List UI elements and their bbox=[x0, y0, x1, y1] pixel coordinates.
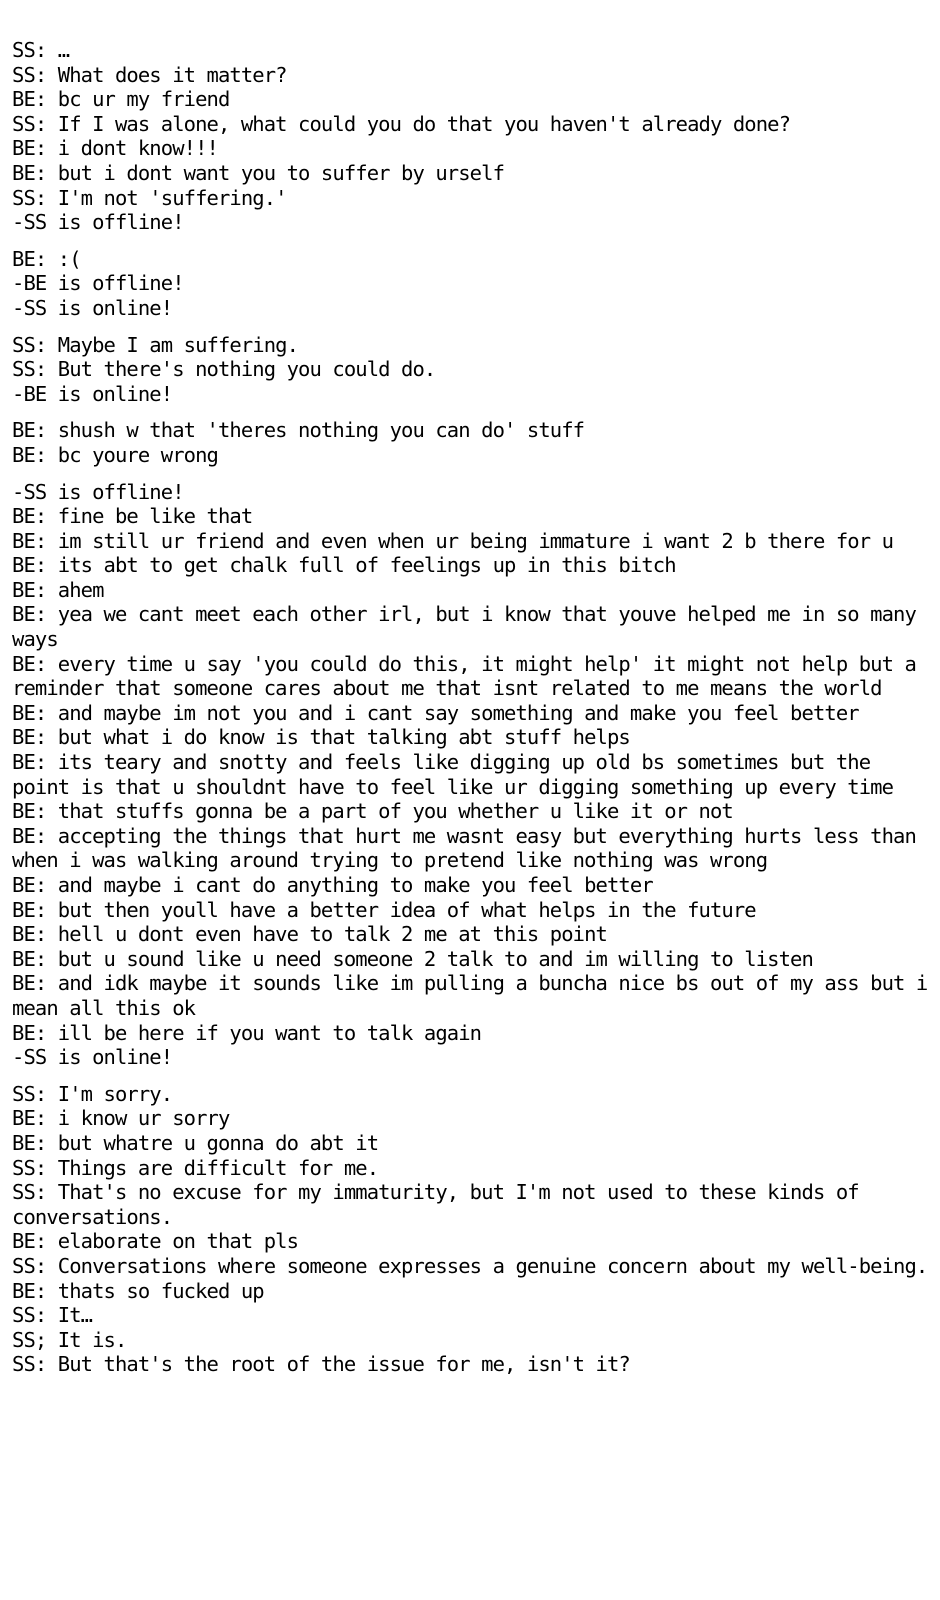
chat-line: BE: bc ur my friend bbox=[12, 87, 230, 112]
chat-line: BE: ill be here if you want to talk again bbox=[12, 1020, 482, 1045]
chat-line: SS: It… bbox=[12, 1303, 93, 1328]
chat-line: BE: elaborate on that pls bbox=[12, 1229, 299, 1254]
chat-line: SS: I'm not 'suffering.' bbox=[12, 185, 287, 210]
chat-line: -SS is online! bbox=[12, 295, 173, 320]
chat-line: SS: What does it matter? bbox=[12, 62, 287, 87]
chat-log bbox=[12, 38, 939, 1377]
chat-line: BE: :( bbox=[12, 246, 81, 271]
chat-line: BE: but whatre u gonna do abt it bbox=[12, 1130, 379, 1155]
chat-line: BE: that stuffs gonna be a part of you whether u like it or not bbox=[12, 799, 733, 824]
chat-line: BE: yea we cant meet each other irl, but i know that youve helped me in so many ways bbox=[12, 602, 928, 652]
chat-line: BE: its teary and snotty and feels like digging up old bs sometimes but the point is that u shouldnt have to feel like ur digging something up every time bbox=[12, 750, 894, 799]
chat-line: BE: but i dont want you to suffer by urself bbox=[12, 160, 505, 185]
chat-line: BE: but u sound like u need someone 2 talk to and im willing to listen bbox=[12, 946, 813, 971]
blank-line bbox=[12, 468, 932, 480]
blank-line bbox=[12, 406, 932, 418]
chat-line: BE: but what i do know is that talking abt stuff helps bbox=[12, 725, 630, 750]
chat-line: BE: im still ur friend and even when ur being immature i want 2 b there for u bbox=[12, 528, 894, 553]
chat-line: SS; It is. bbox=[12, 1327, 127, 1352]
chat-line: SS: … bbox=[12, 38, 70, 62]
chat-line: SS: Conversations where someone expresses a genuine concern about my well-being. bbox=[12, 1253, 928, 1278]
chat-line: SS: But that's the root of the issue for me, isn't it? bbox=[12, 1352, 630, 1377]
chat-line: BE: i dont know!!! bbox=[12, 136, 218, 161]
chat-line: -BE is offline! bbox=[12, 271, 184, 296]
chat-line: BE: every time u say 'you could do this, it might help' it might not help but a reminder that someone cares about me that isnt related to me means the world bbox=[12, 651, 928, 701]
chat-line: BE: and maybe im not you and i cant say something and make you feel better bbox=[12, 700, 859, 725]
blank-line bbox=[12, 321, 932, 333]
chat-line: SS: If I was alone, what could you do that you haven't already done? bbox=[12, 111, 791, 136]
chat-line: SS: That's no excuse for my immaturity, but I'm not used to these kinds of conversations. bbox=[12, 1180, 871, 1229]
chat-line: BE: and idk maybe it sounds like im pulling a buncha nice bs out of my ass but i mean all this ok bbox=[12, 971, 939, 1020]
chat-line: BE: hell u dont even have to talk 2 me at this point bbox=[12, 922, 607, 947]
blank-line bbox=[12, 1070, 932, 1082]
chat-line: -SS is online! bbox=[12, 1045, 173, 1070]
chat-line: SS: I'm sorry. bbox=[12, 1081, 173, 1106]
chat-line: BE: but then youll have a better idea of what helps in the future bbox=[12, 897, 756, 922]
chat-line: BE: shush w that 'theres nothing you can do' stuff bbox=[12, 418, 585, 443]
chat-line: BE: and maybe i cant do anything to make you feel better bbox=[12, 873, 653, 897]
chat-line: BE: accepting the things that hurt me wasnt easy but everything hurts less than when i was walking around trying to pretend like nothing was wrong bbox=[12, 823, 928, 873]
chat-line: SS: Things are difficult for me. bbox=[12, 1155, 379, 1180]
chat-line: BE: ahem bbox=[12, 577, 104, 602]
chat-line: BE: bc youre wrong bbox=[12, 442, 218, 467]
chat-line: -SS is offline! bbox=[12, 210, 184, 235]
chat-line: SS: Maybe I am suffering. bbox=[12, 332, 299, 357]
blank-line bbox=[12, 235, 932, 247]
chat-line: BE: thats so fucked up bbox=[12, 1278, 264, 1303]
chat-line: BE: its abt to get chalk full of feelings up in this bitch bbox=[12, 553, 676, 578]
chat-line: BE: fine be like that bbox=[12, 504, 253, 529]
chat-line: BE: i know ur sorry bbox=[12, 1106, 230, 1131]
chat-line: SS: But there's nothing you could do. bbox=[12, 357, 436, 382]
chat-line: -SS is offline! bbox=[12, 479, 184, 504]
chat-line: -BE is online! bbox=[12, 381, 173, 406]
